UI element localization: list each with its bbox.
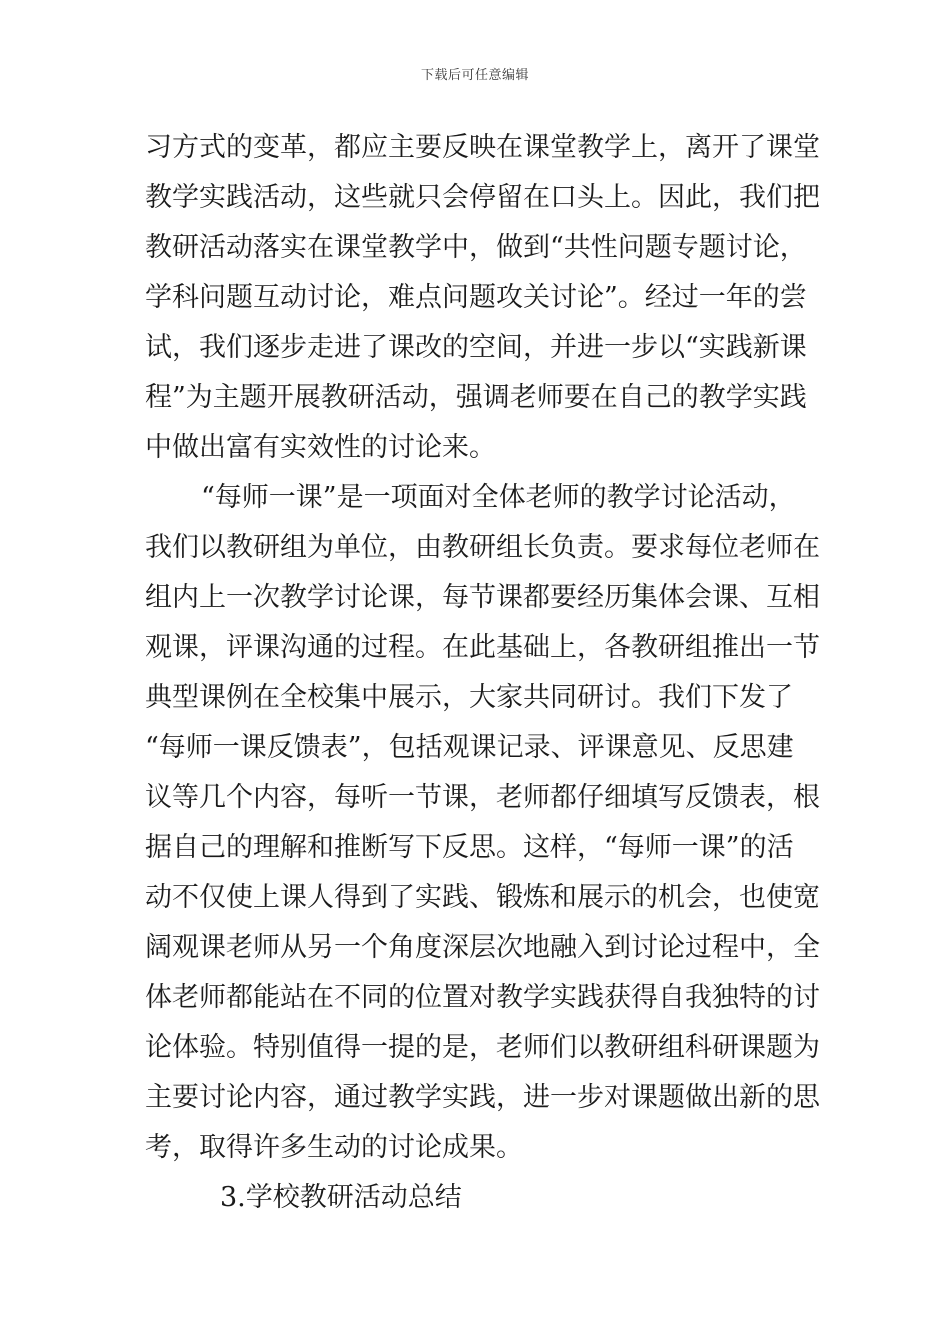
paragraph-2-line-8: 据自己的理解和推断写下反思。这样，“每师一课”的活 bbox=[145, 832, 794, 863]
paragraph-1-line-3: 教研活动落实在课堂教学中，做到“共性问题专题讨论， bbox=[145, 232, 807, 263]
paragraph-2-line-5: 典型课例在全校集中展示，大家共同研讨。我们下发了 bbox=[145, 682, 793, 713]
paragraph-1-line-6: 程”为主题开展教研活动，强调老师要在自己的教学实践 bbox=[145, 382, 807, 413]
paragraph-1-line-7: 中做出富有实效性的讨论来。 bbox=[145, 432, 496, 463]
paragraph-1-line-5: 试，我们逐步走进了课改的空间，并进一步以“实践新课 bbox=[145, 332, 807, 363]
paragraph-2-line-2: 我们以教研组为单位，由教研组长负责。要求每位老师在 bbox=[145, 532, 820, 563]
paragraph-2-line-11: 体老师都能站在不同的位置对教学实践获得自我独特的讨 bbox=[145, 982, 820, 1013]
paragraph-2-line-4: 观课，评课沟通的过程。在此基础上，各教研组推出一节 bbox=[145, 632, 820, 663]
paragraph-2-line-7: 议等几个内容，每听一节课，老师都仔细填写反馈表，根 bbox=[145, 782, 820, 813]
paragraph-2-line-6: “每师一课反馈表”，包括观课记录、评课意见、反思建 bbox=[145, 732, 794, 763]
paragraph-2-line-14: 考，取得许多生动的讨论成果。 bbox=[145, 1132, 523, 1163]
paragraph-1-line-1: 习方式的变革，都应主要反映在课堂教学上，离开了课堂 bbox=[145, 132, 820, 163]
paragraph-1-line-2: 教学实践活动，这些就只会停留在口头上。因此，我们把 bbox=[145, 182, 820, 213]
paragraph-2-line-12: 论体验。特别值得一提的是，老师们以教研组科研课题为 bbox=[145, 1032, 820, 1063]
paragraph-2-line-9: 动不仅使上课人得到了实践、锻炼和展示的机会，也使宽 bbox=[145, 882, 820, 913]
section-heading: 3.学校教研活动总结 bbox=[220, 1182, 462, 1213]
paragraph-2-line-1: “每师一课”是一项面对全体老师的教学讨论活动， bbox=[201, 482, 796, 513]
paragraph-1-line-4: 学科问题互动讨论，难点问题攻关讨论”。经过一年的尝 bbox=[145, 282, 807, 313]
paragraph-2-line-3: 组内上一次教学讨论课，每节课都要经历集体会课、互相 bbox=[145, 582, 820, 613]
header-note: 下载后可任意编辑 bbox=[420, 68, 529, 83]
paragraph-2-line-13: 主要讨论内容，通过教学实践，进一步对课题做出新的思 bbox=[145, 1082, 820, 1113]
paragraph-2-line-10: 阔观课老师从另一个角度深层次地融入到讨论过程中，全 bbox=[145, 932, 820, 963]
